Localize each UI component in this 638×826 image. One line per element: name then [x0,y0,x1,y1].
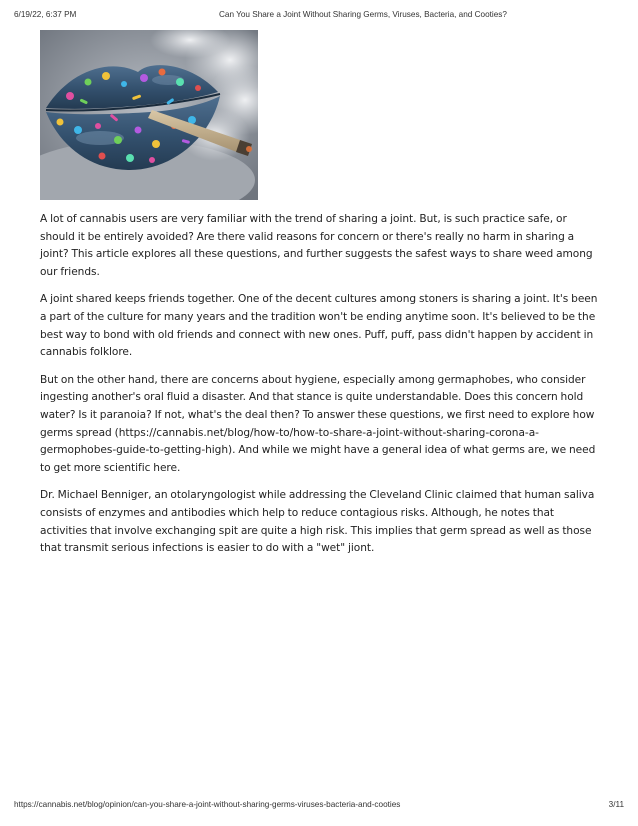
article-paragraph-3: But on the other hand, there are concerns about hygiene, especially among germaphobes, who consider ingesting another's oral fluid a disaster. And that stance is quite understandable. Does this concern hold water? Is it paranoia? If not, what's the deal then? To answer these questions, we first need to explore how germs spread (https://cannabis.net/blog/how-to/how-to-share-a-joint-without-sharing-corona-a-germophobes-guide-to-getting-high). And while we might have a general idea of what germs are, we need to get more scientific here. [40,373,596,474]
article-paragraph-2: A joint shared keeps friends together. One of the decent cultures among stoners is sharing a joint. It's been a part of the culture for many years and the tradition won't be ending anytime soon. It's believed to be the best way to bond with old friends and connect with new ones. Puff, puff, pass didn't happen by accident in cannabis folklore. [40,293,598,359]
article-paragraph-4: Dr. Michael Benniger, an otolaryngologist while addressing the Cleveland Clinic claimed that human saliva consists of enzymes and antibodies which help to reduce contagious risks. Although, he notes that activities that involve exchanging spit are quite a high risk. This implies that germ spread as well as those that transmit serious infections is easier to do with a "wet" jiont. [40,489,595,555]
article-paragraph-1: A lot of cannabis users are very familiar with the trend of sharing a joint. But, is such practice safe, or should it be entirely avoided? Are there valid reasons for concern or there's really no harm in sharing a joint? This article explores all these questions, and further suggests the safest ways to share weed among our friends. [40,213,593,278]
print-page-title: Can You Share a Joint Without Sharing Germs, Viruses, Bacteria, and Cooties? [219,10,507,19]
print-header [14,10,624,22]
print-datetime: 6/19/22, 6:37 PM [14,10,77,19]
hero-image-illustration [40,30,258,200]
article-body [40,211,602,568]
print-footer [14,800,624,812]
hero-image [40,30,258,200]
print-page-number: 3/11 [608,800,624,809]
print-source-url: https://cannabis.net/blog/opinion/can-you-share-a-joint-without-sharing-germs-viruses-bacteria-and-cooties [14,800,401,809]
